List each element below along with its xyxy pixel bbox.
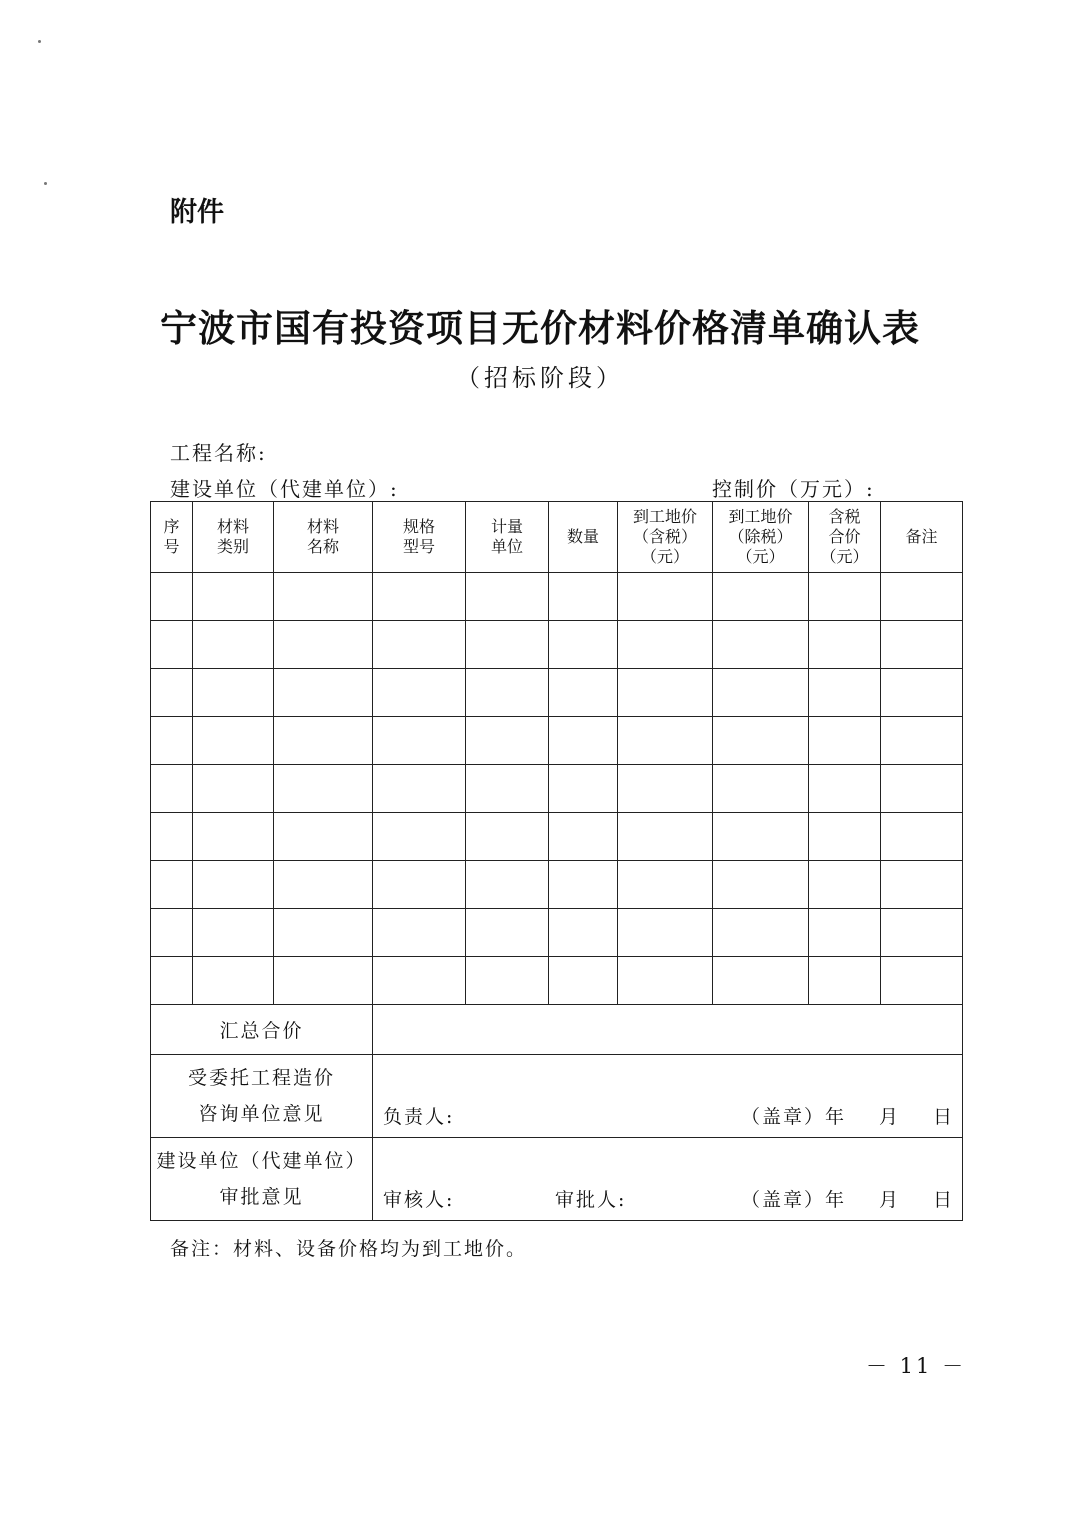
- table-cell: [713, 909, 809, 957]
- table-cell: [373, 813, 466, 861]
- table-cell: [809, 669, 881, 717]
- table-cell: [373, 621, 466, 669]
- table-cell: [618, 861, 713, 909]
- table-cell: [193, 813, 274, 861]
- table-cell: [466, 621, 549, 669]
- table-cell: [809, 573, 881, 621]
- table-cell: [809, 621, 881, 669]
- table-cell: [809, 861, 881, 909]
- table-cell: [373, 957, 466, 1005]
- consultant-opinion-label: 受委托工程造价 咨询单位意见: [151, 1055, 373, 1138]
- table-cell: [713, 813, 809, 861]
- header-cell: 材料 类别: [193, 502, 274, 573]
- table-cell: [618, 813, 713, 861]
- month-label: 月: [879, 1106, 901, 1128]
- approver-label: 审批人:: [555, 1189, 627, 1211]
- builder-approval-cell: [373, 1138, 963, 1221]
- consultant-opinion-row: [151, 1055, 963, 1138]
- table-cell: [881, 813, 963, 861]
- table-cell: [466, 861, 549, 909]
- responsible-label: 负责人:: [383, 1106, 455, 1128]
- table-cell: [809, 813, 881, 861]
- page-subtitle: （招标阶段）: [456, 364, 624, 392]
- table-cell: [809, 765, 881, 813]
- table-cell: [466, 573, 549, 621]
- table-cell: [549, 621, 618, 669]
- summary-value: [373, 1005, 963, 1055]
- table-row: [151, 957, 963, 1005]
- table-cell: [881, 717, 963, 765]
- control-price-label: 控制价（万元）:: [712, 477, 875, 501]
- table-cell: [274, 957, 373, 1005]
- table-header-row: [151, 502, 963, 573]
- table-cell: [466, 813, 549, 861]
- table-cell: [618, 717, 713, 765]
- table-cell: [549, 765, 618, 813]
- table-cell: [618, 621, 713, 669]
- table-cell: [713, 957, 809, 1005]
- day-label: 日: [933, 1106, 955, 1128]
- table-cell: [618, 957, 713, 1005]
- table-cell: [618, 669, 713, 717]
- header-cell: 计量 单位: [466, 502, 549, 573]
- table-cell: [151, 957, 193, 1005]
- consultant-opinion-cell: [373, 1055, 963, 1138]
- table-cell: [549, 861, 618, 909]
- table-cell: [618, 909, 713, 957]
- builder-approval-label: 建设单位（代建单位） 审批意见: [151, 1138, 373, 1221]
- table-row: [151, 765, 963, 813]
- table-cell: [466, 957, 549, 1005]
- table-row: [151, 573, 963, 621]
- table-cell: [151, 909, 193, 957]
- table-cell: [713, 621, 809, 669]
- table-cell: [466, 765, 549, 813]
- table-row: [151, 669, 963, 717]
- table-cell: [193, 621, 274, 669]
- table-row: [151, 621, 963, 669]
- table-cell: [193, 717, 274, 765]
- header-cell: 备注: [881, 502, 963, 573]
- table-cell: [881, 909, 963, 957]
- header-cell: 序 号: [151, 502, 193, 573]
- table-cell: [881, 765, 963, 813]
- scan-speck: [44, 182, 47, 185]
- table-cell: [618, 573, 713, 621]
- table-cell: [466, 717, 549, 765]
- table-row: [151, 813, 963, 861]
- table-cell: [274, 717, 373, 765]
- table-cell: [618, 765, 713, 813]
- table-cell: [466, 909, 549, 957]
- table-cell: [151, 813, 193, 861]
- table-cell: [881, 621, 963, 669]
- table-cell: [809, 957, 881, 1005]
- builder-unit-label: 建设单位（代建单位）:: [170, 477, 399, 501]
- table-cell: [373, 909, 466, 957]
- table-cell: [151, 669, 193, 717]
- table-cell: [549, 573, 618, 621]
- table-cell: [713, 573, 809, 621]
- seal-year-label: （盖章）年: [741, 1106, 847, 1128]
- table-cell: [809, 717, 881, 765]
- table-cell: [713, 717, 809, 765]
- table-cell: [151, 765, 193, 813]
- attachment-label: 附件: [170, 197, 224, 228]
- table-row: [151, 717, 963, 765]
- table-cell: [373, 717, 466, 765]
- table-cell: [274, 813, 373, 861]
- table-cell: [809, 909, 881, 957]
- page-number: － 11 －: [866, 1354, 967, 1378]
- table-cell: [549, 813, 618, 861]
- header-cell: 数量: [549, 502, 618, 573]
- table-cell: [193, 957, 274, 1005]
- summary-label: 汇总合价: [151, 1005, 373, 1055]
- table-row: [151, 909, 963, 957]
- day-label: 日: [933, 1189, 955, 1211]
- table-cell: [274, 573, 373, 621]
- table-cell: [274, 669, 373, 717]
- table-cell: [274, 621, 373, 669]
- page-title: 宁波市国有投资项目无价材料价格清单确认表: [160, 306, 920, 350]
- table-cell: [151, 717, 193, 765]
- table-cell: [549, 957, 618, 1005]
- table-cell: [881, 957, 963, 1005]
- table-cell: [713, 669, 809, 717]
- scan-speck: [38, 40, 41, 43]
- table-cell: [193, 909, 274, 957]
- header-cell: 规格 型号: [373, 502, 466, 573]
- table-row: [151, 861, 963, 909]
- table-cell: [151, 861, 193, 909]
- header-cell: 材料 名称: [274, 502, 373, 573]
- table-cell: [274, 909, 373, 957]
- summary-row: [151, 1005, 963, 1055]
- header-cell: 到工地价 （含税） （元）: [618, 502, 713, 573]
- table-cell: [466, 669, 549, 717]
- table-cell: [373, 765, 466, 813]
- table-cell: [193, 573, 274, 621]
- builder-approval-row: [151, 1138, 963, 1221]
- table-cell: [881, 669, 963, 717]
- month-label: 月: [879, 1189, 901, 1211]
- table-cell: [881, 573, 963, 621]
- table-cell: [193, 861, 274, 909]
- table-cell: [193, 669, 274, 717]
- reviewer-label: 审核人:: [383, 1189, 455, 1211]
- table-cell: [274, 861, 373, 909]
- table-cell: [373, 861, 466, 909]
- table-cell: [713, 765, 809, 813]
- header-cell: 含税 合价 （元）: [809, 502, 881, 573]
- table-cell: [373, 669, 466, 717]
- table-cell: [549, 669, 618, 717]
- seal-year-label: （盖章）年: [741, 1189, 847, 1211]
- table-cell: [373, 573, 466, 621]
- table-cell: [151, 573, 193, 621]
- table-cell: [151, 621, 193, 669]
- footnote: 备注：材料、设备价格均为到工地价。: [170, 1238, 528, 1260]
- table-cell: [549, 717, 618, 765]
- table-cell: [549, 909, 618, 957]
- table-cell: [881, 861, 963, 909]
- table-cell: [193, 765, 274, 813]
- header-cell: 到工地价 （除税） （元）: [713, 502, 809, 573]
- table-cell: [274, 765, 373, 813]
- project-name-label: 工程名称:: [170, 441, 267, 465]
- table-cell: [713, 861, 809, 909]
- price-list-table: [150, 501, 963, 1221]
